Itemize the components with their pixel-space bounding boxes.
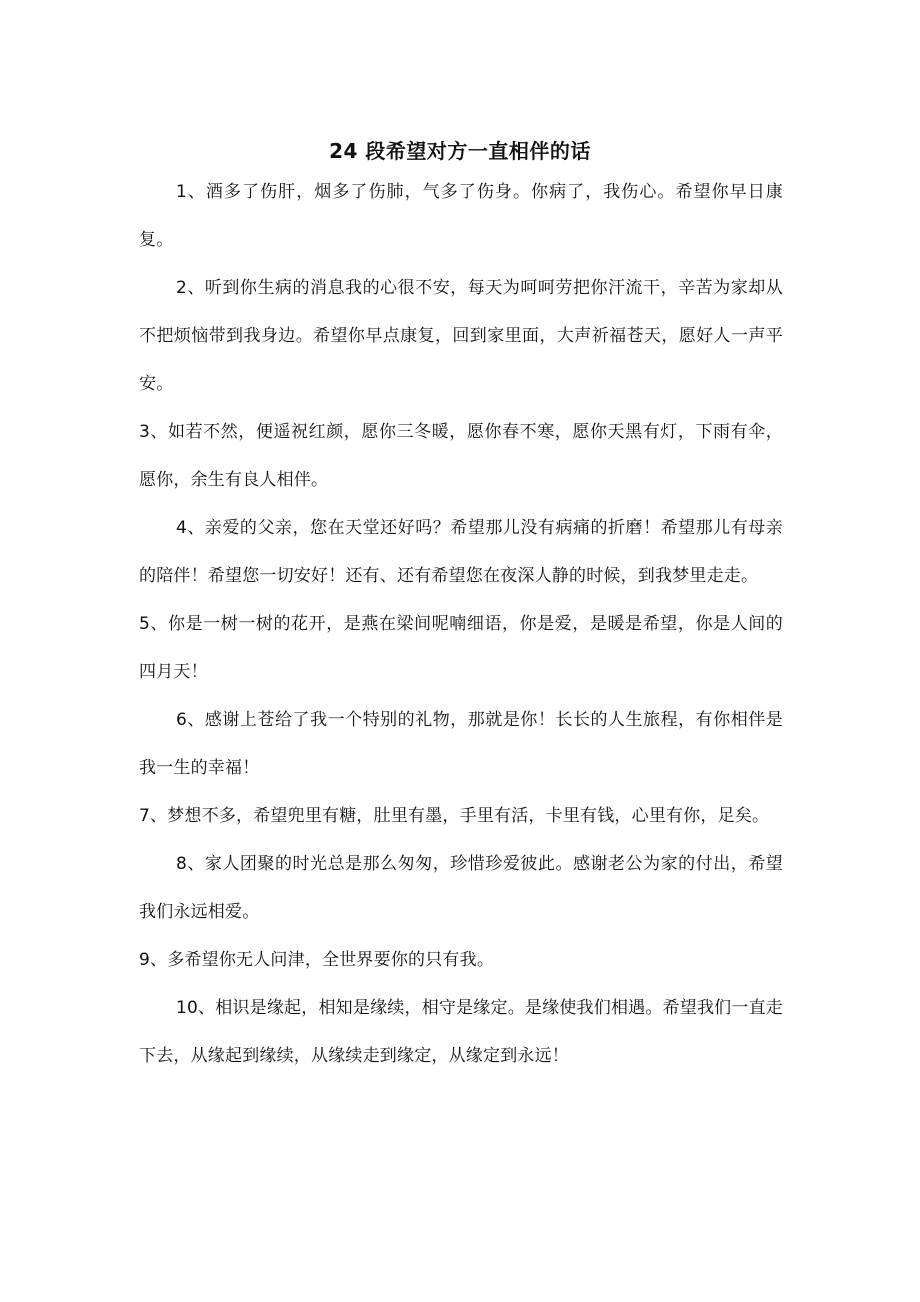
paragraph-9: 9、多希望你无人问津，全世界要你的只有我。: [139, 950, 495, 970]
document-title: 24 段希望对方一直相伴的话: [329, 139, 591, 164]
paragraph-3: 3、如若不然，便遥祝红颜，愿你三冬暖，愿你春不寒，愿你天黑有灯，下雨有伞，愿你，余生有良人相伴。: [139, 422, 783, 490]
paragraph-7: 7、梦想不多，希望兜里有糖，肚里有墨，手里有活，卡里有钱，心里有你，足矣。: [139, 806, 770, 826]
paragraph-6: 6、感谢上苍给了我一个特别的礼物，那就是你！长长的人生旅程，有你相伴是我一生的幸福！: [139, 710, 783, 778]
paragraph-8: 8、家人团聚的时光总是那么匆匆，珍惜珍爱彼此。感谢老公为家的付出，希望我们永远相爱。: [139, 854, 783, 922]
paragraph-1: 1、酒多了伤肝，烟多了伤肺，气多了伤身。你病了，我伤心。希望你早日康复。: [139, 182, 783, 250]
document-body: [139, 168, 783, 1080]
paragraph-4: 4、亲爱的父亲，您在天堂还好吗？希望那儿没有病痛的折磨！希望那儿有母亲的陪伴！希望您一切安好！还有、还有希望您在夜深人静的时候，到我梦里走走。: [139, 518, 783, 586]
paragraph-5: 5、你是一树一树的花开，是燕在梁间呢喃细语，你是爱，是暖是希望，你是人间的四月天！: [139, 614, 783, 682]
paragraph-2: 2、听到你生病的消息我的心很不安，每天为呵呵劳把你汗流干，辛苦为家却从不把烦恼带到我身边。希望你早点康复，回到家里面，大声祈福苍天，愿好人一声平安。: [139, 278, 783, 394]
paragraph-10: 10、相识是缘起，相知是缘续，相守是缘定。是缘使我们相遇。希望我们一直走下去，从缘起到缘续，从缘续走到缘定，从缘定到永远！: [139, 998, 783, 1066]
